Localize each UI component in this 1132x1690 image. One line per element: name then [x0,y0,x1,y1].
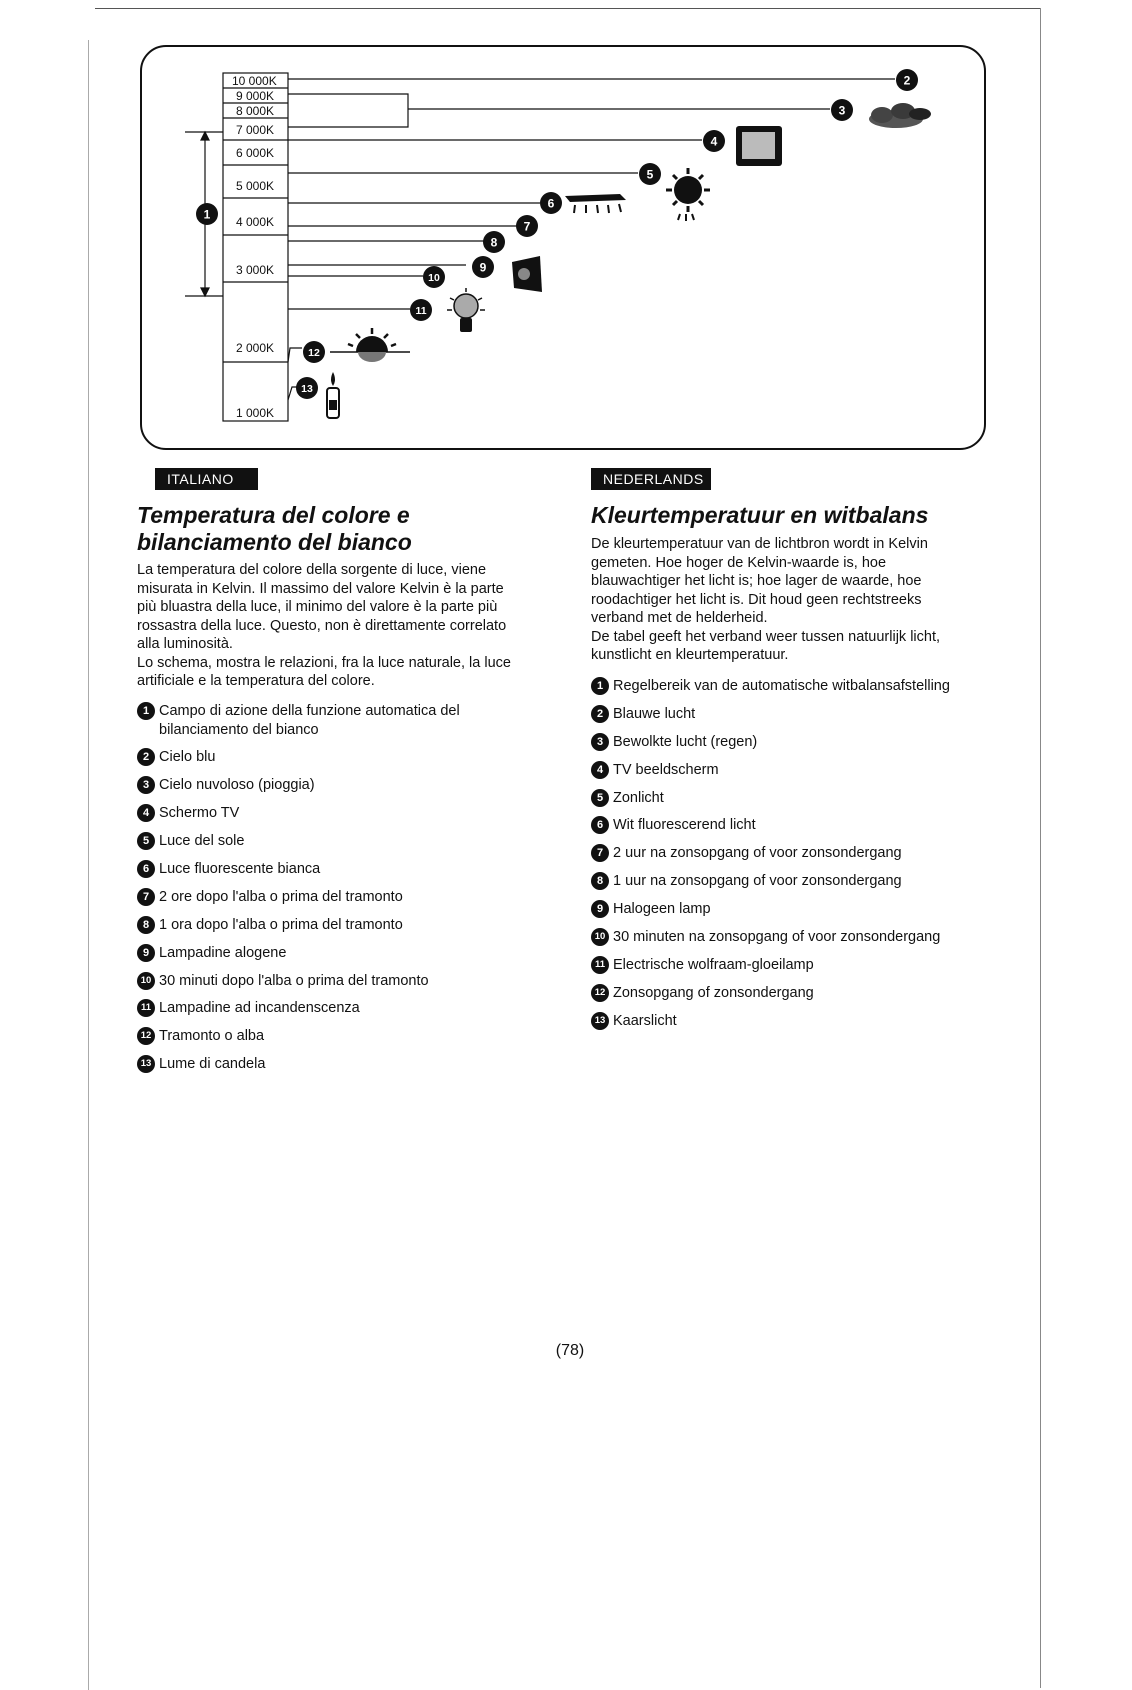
legend-item [591,677,991,696]
legend-number-badge: 10 [591,928,609,946]
scale-label-1000: 1 000K [236,406,275,420]
legend-number-badge: 12 [137,1027,155,1045]
scale-label-2000: 2 000K [236,341,275,355]
legend-item [137,860,517,879]
legend-item-text: Blauwe lucht [613,705,696,722]
language-tag-italiano: ITALIANO [155,468,258,490]
legend-item [591,761,991,780]
legend-number-badge: 1 [591,677,609,695]
legend-number-badge: 3 [591,733,609,751]
italiano-paragraph-2: Lo schema, mostra le relazioni, fra la luce naturale, la luce artificiale e la temperatura del colore. [137,654,511,689]
legend-number-badge: 13 [591,1012,609,1030]
scale-label-6000: 6 000K [236,146,275,160]
cloud-icon [869,103,931,128]
legend-item-text: 2 ore dopo l'alba o prima del tramonto [159,888,403,905]
legend-number-badge: 11 [591,956,609,974]
svg-text:9: 9 [479,260,487,275]
legend-item [137,916,517,935]
legend-item [591,789,991,808]
svg-text:7: 7 [523,219,531,234]
scale-label-9000: 9 000K [236,89,275,103]
legend-number-badge: 7 [137,888,155,906]
legend-item [591,928,991,947]
svg-text:12: 12 [308,347,320,359]
scale-label-10000: 10 000K [232,74,277,88]
legend-number-badge: 11 [137,999,155,1017]
svg-text:13: 13 [301,383,313,395]
legend-item [591,733,991,752]
legend-number-badge: 4 [591,761,609,779]
italiano-title: Temperatura del colore e bilanciamento del bianco [137,502,412,555]
light-bulb-icon [447,288,485,332]
scale-label-3000: 3 000K [236,263,275,277]
legend-item-text: Kaarslicht [613,1012,677,1029]
legend-item-text: 30 minuten na zonsopgang of voor zonsondergang [613,929,941,946]
legend-item [591,956,991,975]
legend-item [137,1055,517,1074]
legend-number-badge: 7 [591,844,609,862]
legend-item [591,984,991,1003]
legend-number-badge: 1 [137,702,155,720]
legend-item-text: Luce del sole [159,833,245,850]
svg-text:10: 10 [428,272,440,284]
legend-item [137,888,517,907]
legend-number-badge: 5 [137,832,155,850]
scale-label-5000: 5 000K [236,179,275,193]
diagram-markers [296,69,918,399]
svg-text:6: 6 [547,196,555,211]
legend-item-text: Campo di azione della funzione automatica del bilanciamento del bianco [159,703,460,738]
legend-item-text: 1 uur na zonsopgang of voor zonsondergang [613,873,902,890]
legend-item-text: Lume di candela [159,1056,266,1073]
legend-item-text: Zonlicht [613,789,664,806]
legend-item-text: 1 ora dopo l'alba o prima del tramonto [159,916,403,933]
nederlands-legend-list [591,677,991,1040]
svg-text:3: 3 [838,103,846,118]
nederlands-paragraph-1: De kleurtemperatuur van de lichtbron wordt in Kelvin gemeten. Hoe hoger de Kelvin-waarde is, hoe blauwachtiger het licht is; hoe lager de waarde, hoe roodachtiger het licht is. Dit houd geen rechtstreeks verband met de helderheid. [591,536,928,626]
legend-item [137,776,517,795]
nederlands-intro [591,535,976,665]
legend-item-text: TV beeldscherm [613,761,719,778]
legend-item-text: Schermo TV [159,805,240,822]
legend-item-text: Tramonto o alba [159,1028,265,1045]
legend-number-badge: 12 [591,984,609,1002]
legend-item [137,804,517,823]
fluorescent-tube-icon [565,194,626,213]
legend-item [137,972,517,991]
scale-label-7000: 7 000K [236,123,275,137]
svg-text:1: 1 [203,207,211,222]
legend-item-text: Zonsopgang of zonsondergang [613,984,814,1001]
legend-number-badge: 6 [137,860,155,878]
legend-item-text: Electrische wolfraam-gloeilamp [613,956,814,973]
legend-item [591,844,991,863]
sun-icon [666,168,710,221]
legend-item-text: Cielo nuvoloso (pioggia) [159,777,315,794]
legend-number-badge: 3 [137,776,155,794]
italiano-paragraph-1: La temperatura del colore della sorgente di luce, viene misurata in Kelvin. Il massimo del valore Kelvin è la parte più bluastra della luce, il minimo del valore è la parte più rossastra della luce. Questo, non è direttamente correlato alla luminosità. [137,562,507,652]
legend-number-badge: 8 [591,872,609,890]
legend-item [591,816,991,835]
legend-number-badge: 9 [137,944,155,962]
legend-item-text: Regelbereik van de automatische witbalansafstelling [613,678,950,694]
legend-number-badge: 6 [591,816,609,834]
legend-item [591,705,991,724]
legend-item [137,999,517,1018]
legend-item-text: 2 uur na zonsopgang of voor zonsondergang [613,845,902,862]
legend-item-text: Wit fluorescerend licht [613,817,756,834]
scale-label-8000: 8 000K [236,104,275,118]
legend-item-text: Bewolkte lucht (regen) [613,733,758,750]
legend-item [137,1027,517,1046]
color-temperature-diagram [0,0,1132,460]
sunrise-icon [330,328,410,362]
language-tag-nederlands: NEDERLANDS [591,468,711,490]
legend-item [591,1012,991,1031]
legend-item [137,748,517,767]
legend-item-text: Luce fluorescente bianca [159,860,321,877]
legend-item-text: Halogeen lamp [613,901,711,918]
halogen-lamp-icon [512,256,542,292]
legend-item [137,702,517,739]
svg-text:5: 5 [646,167,654,182]
italiano-legend-list [137,702,517,1083]
legend-item [137,832,517,851]
legend-number-badge: 2 [591,705,609,723]
svg-text:4: 4 [710,134,718,149]
nederlands-title: Kleurtemperatuur en witbalans [591,502,929,528]
svg-text:8: 8 [490,235,498,250]
legend-number-badge: 8 [137,916,155,934]
legend-number-badge: 9 [591,900,609,918]
legend-item [591,872,991,891]
legend-item-text: Lampadine alogene [159,944,287,961]
legend-item [137,944,517,963]
page-number: (78) [555,1342,585,1359]
svg-text:11: 11 [415,305,427,317]
italiano-intro [137,561,527,691]
tv-screen-icon [736,126,782,166]
legend-item-text: Cielo blu [159,749,216,766]
legend-item-text: Lampadine ad incandenscenza [159,1000,360,1017]
legend-number-badge: 2 [137,748,155,766]
legend-item [591,900,991,919]
candle-icon [327,372,339,418]
legend-item-text: 30 minuti dopo l'alba o prima del tramonto [159,972,429,989]
legend-number-badge: 4 [137,804,155,822]
legend-number-badge: 10 [137,972,155,990]
legend-number-badge: 5 [591,789,609,807]
nederlands-paragraph-2: De tabel geeft het verband weer tussen natuurlijk licht, kunstlicht en kleurtemperatuur. [591,628,941,663]
svg-text:2: 2 [903,73,911,88]
scale-label-4000: 4 000K [236,215,275,229]
legend-number-badge: 13 [137,1055,155,1073]
